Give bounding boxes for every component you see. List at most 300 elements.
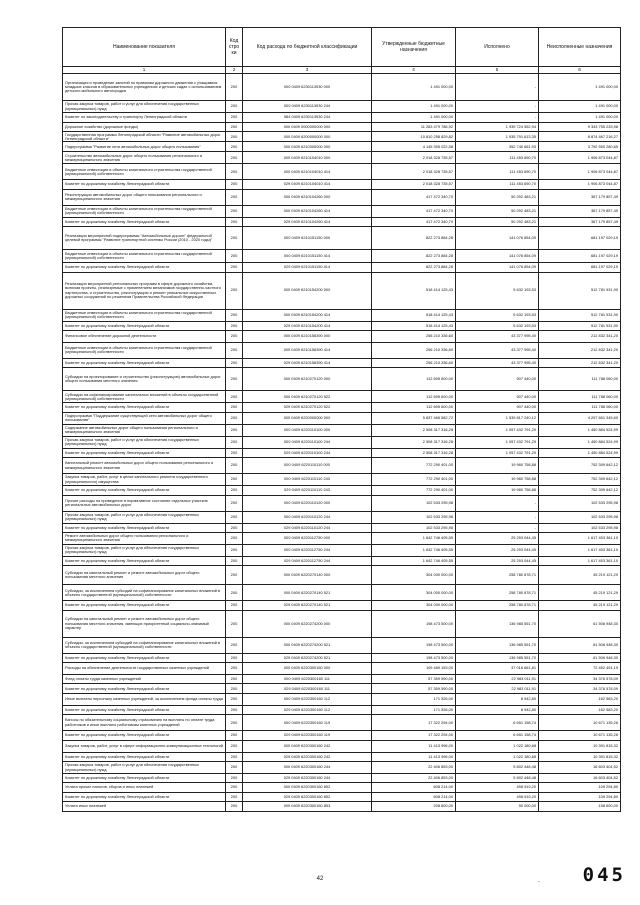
footer-dash: - — [538, 879, 540, 885]
row-code: 200 — [226, 523, 243, 532]
table-row — [63, 792, 621, 801]
row-executed: 6 651 158,74 — [456, 731, 539, 740]
row-unexecuted: 752 309 642,12 — [539, 486, 621, 495]
row-code: 200 — [226, 321, 243, 330]
row-executed: 141 076 854,09 — [456, 227, 539, 250]
table-row — [63, 637, 621, 653]
row-unexecuted: 34 376 578,09 — [539, 684, 621, 693]
row-kbk: 000 0409 6220300160 853 — [243, 802, 372, 811]
row-unexecuted: 102 533 295,98 — [539, 523, 621, 532]
row-unexecuted: 512 781 931,90 — [539, 321, 621, 330]
row-code: 200 — [226, 368, 243, 391]
row-approved: 1 491 000,00 — [372, 74, 456, 101]
row-approved: 256 210 336,60 — [372, 342, 456, 358]
row-approved: 57 359 590,00 — [372, 675, 456, 684]
row-name: Прочая закупка товаров, работ и услуг для обеспечения государственных (муниципальных) нужд — [63, 544, 226, 556]
row-name: Комитет по дорожному хозяйству Ленинградской области — [63, 752, 226, 761]
row-executed: 141 076 854,09 — [456, 263, 539, 272]
row-approved: 198 473 500,00 — [372, 637, 456, 653]
row-code: 200 — [226, 684, 243, 693]
row-name: Содержание автомобильных дорог общего пользования регионального и межмуниципального значения — [63, 424, 226, 436]
row-approved: 256 210 336,60 — [372, 358, 456, 367]
row-executed: - — [456, 523, 539, 532]
row-unexecuted: 212 832 341,20 — [539, 342, 621, 358]
row-approved: 112 695 600,00 — [372, 403, 456, 412]
row-code: 200 — [226, 752, 243, 761]
table-row — [63, 601, 621, 610]
row-executed: 1 539 817 240,12 — [456, 412, 539, 424]
row-code: 200 — [226, 585, 243, 601]
row-code: 200 — [226, 783, 243, 792]
row-name: Дорожное хозяйство (дорожные фонды) — [63, 123, 226, 132]
table-row — [63, 495, 621, 511]
table-row — [63, 802, 621, 811]
row-name: Прочая закупка товаров, работ и услуг для обеспечения государственных (муниципальных) нужд — [63, 511, 226, 523]
row-approved: 417 472 340,70 — [372, 189, 456, 205]
row-code: 200 — [226, 653, 243, 662]
row-approved: 17 322 294,00 — [372, 731, 456, 740]
row-code: 200 — [226, 403, 243, 412]
row-unexecuted: 367 179 857,49 — [539, 217, 621, 226]
row-executed: 43 377 995,40 — [456, 358, 539, 367]
row-approved: 772 290 401,00 — [372, 458, 456, 474]
row-approved: 11 413 996,00 — [372, 740, 456, 752]
row-name: Комитет по дорожному хозяйству Ленинградской области — [63, 217, 226, 226]
row-unexecuted: 212 832 341,20 — [539, 358, 621, 367]
row-kbk: 000 0409 6220300160 119 — [243, 715, 372, 731]
table-row — [63, 132, 621, 142]
row-approved: 608 214,00 — [372, 792, 456, 801]
row-approved: 198 473 500,00 — [372, 653, 456, 662]
row-kbk: 000 0409 6220270140 521 — [243, 585, 372, 601]
row-code: 200 — [226, 495, 243, 511]
row-code: 200 — [226, 152, 243, 164]
row-kbk: 000 0409 6210158390 000 — [243, 330, 372, 342]
row-kbk: 000 0409 6220112750 244 — [243, 544, 372, 556]
row-executed: 25 293 044,45 — [456, 556, 539, 565]
row-approved: 22 406 853,00 — [372, 762, 456, 774]
row-code: 200 — [226, 205, 243, 217]
row-unexecuted: 9 343 755 233,98 — [539, 123, 621, 132]
row-name: Закупка товаров, работ, услуг в целях капитального ремонта государственного (муниципального) имущества — [63, 474, 226, 486]
row-unexecuted: 102 533 295,98 — [539, 495, 621, 511]
row-approved: 2 018 328 735,57 — [372, 164, 456, 180]
row-executed: - — [456, 511, 539, 523]
row-unexecuted: 681 197 029,19 — [539, 250, 621, 263]
row-name: Комитет по дорожному хозяйству Ленинградской области — [63, 792, 226, 801]
table-row — [63, 474, 621, 486]
row-unexecuted: 1 906 873 044,87 — [539, 152, 621, 164]
row-name: Прочая закупка товаров, работ и услуг для обеспечения государственных (муниципальных) нужд — [63, 762, 226, 774]
row-approved: 822 273 884,28 — [372, 250, 456, 263]
header-approved: Утвержденные бюджетные назначения — [372, 28, 456, 67]
row-unexecuted: 61 506 948,30 — [539, 610, 621, 637]
row-executed: 1 939 724 552,94 — [456, 123, 539, 132]
row-unexecuted: 16 603 404,52 — [539, 762, 621, 774]
row-name: Реконструкция автомобильных дорог общего пользования регионального и межмуниципального значения — [63, 189, 226, 205]
table-row — [63, 358, 621, 367]
row-kbk: 029 0409 6210158390 414 — [243, 358, 372, 367]
row-approved: 772 290 401,00 — [372, 474, 456, 486]
row-kbk: 000 0409 6210104010 414 — [243, 164, 372, 180]
row-approved: 4 145 395 022,58 — [372, 142, 456, 152]
sheet-stamp-number: 045 — [582, 864, 626, 886]
table-row — [63, 436, 621, 448]
row-code: 200 — [226, 556, 243, 565]
row-kbk: 000 0409 6210154200 000 — [243, 272, 372, 309]
row-name: Реализация мероприятий подпрограммы "Автомобильные дороги" федеральной целевой программы "Развитие транспортной системы России (2010 - 2020 годы)" — [63, 227, 226, 250]
row-kbk: 000 0409 6220300160 244 — [243, 762, 372, 774]
row-unexecuted: 367 179 857,49 — [539, 189, 621, 205]
row-unexecuted: 61 506 948,30 — [539, 637, 621, 653]
table-row — [63, 403, 621, 412]
row-approved: 102 533 295,98 — [372, 495, 456, 511]
row-unexecuted: 1 491 000,00 — [539, 74, 621, 101]
row-approved: 208 600,00 — [372, 802, 456, 811]
row-approved: 304 000 000,00 — [372, 585, 456, 601]
row-kbk: 029 0409 6220300160 112 — [243, 705, 372, 714]
row-name: Субсидии на софинансирование капитальных вложений в объекты государственной (муниципальной) собственности — [63, 391, 226, 403]
row-name: Бюджетные инвестиции в объекты капитального строительства государственной (муниципальной) собственности — [63, 342, 226, 358]
table-row — [63, 774, 621, 783]
row-code: 200 — [226, 227, 243, 250]
row-name: Капитальный ремонт автомобильных дорог общего пользования регионального и межмуниципального значения — [63, 458, 226, 474]
row-name: Комитет по дорожному хозяйству Ленинградской области — [63, 556, 226, 565]
table-row — [63, 250, 621, 263]
row-unexecuted: 1 450 884 524,99 — [539, 424, 621, 436]
table-row — [63, 556, 621, 565]
row-executed: 111 453 690,70 — [456, 152, 539, 164]
row-code: 200 — [226, 705, 243, 714]
table-row — [63, 113, 621, 123]
row-kbk: 000 0409 6210270120 000 — [243, 368, 372, 391]
row-approved: 17 322 294,00 — [372, 715, 456, 731]
row-approved: 304 000 000,00 — [372, 566, 456, 585]
column-number: 3 — [243, 67, 372, 74]
row-unexecuted: 61 506 948,30 — [539, 653, 621, 662]
row-code: 200 — [226, 342, 243, 358]
row-kbk: 000 0409 6220274200 000 — [243, 610, 372, 637]
row-executed: 907 440,00 — [456, 403, 539, 412]
row-executed: 1 022 180,68 — [456, 752, 539, 761]
row-kbk: 000 0409 6220300160 852 — [243, 783, 372, 792]
row-kbk: 029 0409 6210104260 414 — [243, 217, 372, 226]
row-executed: 50 292 483,21 — [456, 189, 539, 205]
row-kbk: 000 0409 6220270140 000 — [243, 566, 372, 585]
row-name: Фонд оплаты труда казенных учреждений — [63, 675, 226, 684]
row-unexecuted: 1 450 884 524,99 — [539, 436, 621, 448]
row-kbk: 000 0409 6210151150 000 — [243, 227, 372, 250]
row-executed: 19 980 758,88 — [456, 486, 539, 495]
row-name: Комитет по дорожному хозяйству Ленинградской области — [63, 774, 226, 783]
row-kbk: 029 0409 6220110110 243 — [243, 486, 372, 495]
row-code: 200 — [226, 272, 243, 309]
row-kbk: 029 0409 6210104010 414 — [243, 180, 372, 189]
row-kbk: 000 0409 6220110110 000 — [243, 458, 372, 474]
row-kbk: 029 0409 6220270140 521 — [243, 601, 372, 610]
row-name: Комитет по дорожному хозяйству Ленинградской области — [63, 263, 226, 272]
row-code: 200 — [226, 637, 243, 653]
row-name: Подпрограмма "Поддержание существующей сети автомобильных дорог общего пользования" — [63, 412, 226, 424]
row-code: 200 — [226, 180, 243, 189]
table-row — [63, 342, 621, 358]
row-unexecuted: 109 294,80 — [539, 792, 621, 801]
row-name: Комитет по дорожному хозяйству Ленинградской области — [63, 523, 226, 532]
row-executed: 22 983 011,91 — [456, 675, 539, 684]
table-row — [63, 330, 621, 342]
row-kbk: 000 0409 6220274200 521 — [243, 637, 372, 653]
table-row — [63, 486, 621, 495]
row-code: 200 — [226, 142, 243, 152]
table-row — [63, 705, 621, 714]
row-unexecuted: 10 391 815,32 — [539, 740, 621, 752]
row-kbk: 029 0409 6220300160 852 — [243, 792, 372, 801]
row-approved: 518 414 125,43 — [372, 321, 456, 330]
header-name: Наименование показателя — [63, 28, 226, 67]
row-code: 200 — [226, 792, 243, 801]
row-unexecuted: 512 781 931,90 — [539, 272, 621, 309]
table-row — [63, 321, 621, 330]
header-executed: Исполнено — [456, 28, 539, 67]
row-executed: 498 919,20 — [456, 783, 539, 792]
header-kbk: Код расхода по бюджетной классификации — [243, 28, 372, 67]
row-kbk: 000 0409 6230113930 000 — [243, 74, 372, 101]
row-executed: - — [456, 495, 539, 511]
row-unexecuted: 1 906 873 044,87 — [539, 180, 621, 189]
row-unexecuted: 45 219 121,29 — [539, 601, 621, 610]
row-code: 200 — [226, 458, 243, 474]
row-approved: 1 642 746 405,55 — [372, 532, 456, 544]
row-approved: 518 414 125,43 — [372, 272, 456, 309]
row-unexecuted: 752 309 642,12 — [539, 474, 621, 486]
row-unexecuted: 1 906 873 044,87 — [539, 164, 621, 180]
budget-execution-table — [62, 27, 621, 812]
row-name: Ремонт автомобильных дорог общего пользования регионального и межмуниципального значения — [63, 532, 226, 544]
table-row — [63, 663, 621, 675]
column-number-row — [63, 67, 621, 74]
row-name: Прочие расходы на приведение в нормативное состояние отдельных участков региональных автомобильных дорог — [63, 495, 226, 511]
row-name: Бюджетные инвестиции в объекты капитального строительства государственной (муниципальной) собственности — [63, 309, 226, 321]
table-row — [63, 189, 621, 205]
table-row — [63, 412, 621, 424]
row-kbk: 000 0409 6220000000 000 — [243, 412, 372, 424]
row-approved: 608 214,00 — [372, 783, 456, 792]
row-name: Комитет по законодательству и транспорту Ленинградской области — [63, 113, 226, 123]
row-executed: 22 983 011,91 — [456, 684, 539, 693]
row-kbk: 029 0409 6210270120 522 — [243, 403, 372, 412]
row-approved: 1 491 000,00 — [372, 113, 456, 123]
table-row — [63, 532, 621, 544]
row-approved: 5 837 466 582,72 — [372, 412, 456, 424]
row-executed: 1 057 432 791,29 — [456, 448, 539, 457]
table-row — [63, 101, 621, 113]
row-executed: 258 780 878,71 — [456, 566, 539, 585]
row-name: Комитет по дорожному хозяйству Ленинградской области — [63, 653, 226, 662]
row-unexecuted: 109 294,80 — [539, 783, 621, 792]
row-name: Подпрограмма "Развитие сети автомобильных дорог общего пользования" — [63, 142, 226, 152]
row-executed: 141 076 854,09 — [456, 250, 539, 263]
row-kbk: 029 0409 6210154200 414 — [243, 321, 372, 330]
row-approved: 11 413 996,00 — [372, 752, 456, 761]
row-executed: 111 453 690,70 — [456, 164, 539, 180]
table-row — [63, 752, 621, 761]
row-name: Расходы на обеспечение деятельности государственных казенных учреждений — [63, 663, 226, 675]
row-unexecuted: 752 309 642,12 — [539, 458, 621, 474]
row-kbk: 029 0409 6220300160 244 — [243, 774, 372, 783]
table-row — [63, 391, 621, 403]
row-kbk: 000 0409 6210104260 414 — [243, 205, 372, 217]
row-code: 200 — [226, 436, 243, 448]
row-name: Уплата прочих налогов, сборов и иных платежей — [63, 783, 226, 792]
row-executed: 1 057 432 791,29 — [456, 424, 539, 436]
row-executed: 5 632 193,53 — [456, 309, 539, 321]
row-code: 200 — [226, 263, 243, 272]
row-kbk: 029 0409 6220274200 521 — [243, 653, 372, 662]
row-unexecuted: 111 788 060,00 — [539, 403, 621, 412]
row-approved: 2 508 317 316,28 — [372, 436, 456, 448]
row-code: 200 — [226, 330, 243, 342]
row-kbk: 029 0409 6210151150 414 — [243, 263, 372, 272]
row-code: 200 — [226, 693, 243, 705]
column-number: 2 — [226, 67, 243, 74]
row-code: 200 — [226, 544, 243, 556]
row-code: 200 — [226, 448, 243, 457]
row-kbk: 029 0409 6220110120 244 — [243, 523, 372, 532]
table-row — [63, 74, 621, 101]
table-row — [63, 152, 621, 164]
table-row — [63, 205, 621, 217]
row-executed: 258 780 878,71 — [456, 585, 539, 601]
row-executed: 907 440,00 — [456, 391, 539, 403]
page-number: 42 — [316, 876, 324, 882]
row-unexecuted: 158 600,00 — [539, 802, 621, 811]
row-name: Субсидии на капитальный ремонт и ремонт автомобильных дорог общего пользования местного значения — [63, 566, 226, 585]
row-code: 200 — [226, 132, 243, 142]
row-executed: 1 057 432 791,29 — [456, 436, 539, 448]
row-kbk: 984 0409 6230113930 244 — [243, 113, 372, 123]
row-executed: 43 377 995,40 — [456, 330, 539, 342]
row-code: 200 — [226, 566, 243, 585]
row-kbk: 000 0409 6220300160 242 — [243, 740, 372, 752]
row-name: Прочая закупка товаров, работ и услуг для обеспечения государственных (муниципальных) нужд — [63, 101, 226, 113]
row-kbk: 000 0409 6220110100 244 — [243, 436, 372, 448]
row-unexecuted: 1 617 453 361,10 — [539, 556, 621, 565]
row-executed: - — [456, 113, 539, 123]
row-name: Комитет по дорожному хозяйству Ленинградской области — [63, 731, 226, 740]
table-row — [63, 715, 621, 731]
table-row — [63, 684, 621, 693]
row-executed: 136 985 551,70 — [456, 637, 539, 653]
row-name: Комитет по дорожному хозяйству Ленинградской области — [63, 448, 226, 457]
row-code: 200 — [226, 164, 243, 180]
row-kbk: 000 0409 6210000000 000 — [243, 142, 372, 152]
row-approved: 518 414 125,43 — [372, 309, 456, 321]
row-name: Уплата иных платежей — [63, 802, 226, 811]
row-name: Субсидии на проектирование и строительство (реконструкцию) автомобильных дорог общего пользования местного значения — [63, 368, 226, 391]
row-executed: 136 985 551,70 — [456, 610, 539, 637]
row-executed: - — [456, 101, 539, 113]
row-kbk: 029 0409 6220112750 244 — [243, 556, 372, 565]
table-row — [63, 123, 621, 132]
row-unexecuted: 1 450 884 524,99 — [539, 448, 621, 457]
row-code: 200 — [226, 511, 243, 523]
row-executed: 37 016 661,81 — [456, 663, 539, 675]
row-executed: 8 942,80 — [456, 693, 539, 705]
row-executed: 50 292 483,21 — [456, 217, 539, 226]
row-name: Бюджетные инвестиции в объекты капитального строительства государственной (муниципальной) собственности — [63, 205, 226, 217]
row-kbk: 000 0409 6220110110 243 — [243, 474, 372, 486]
row-code: 200 — [226, 601, 243, 610]
row-executed: 352 740 661,93 — [456, 142, 539, 152]
table-row — [63, 566, 621, 585]
row-approved: 1 642 746 405,55 — [372, 556, 456, 565]
row-name: Комитет по дорожному хозяйству Ленинградской области — [63, 684, 226, 693]
row-code: 200 — [226, 610, 243, 637]
row-name: Комитет по дорожному хозяйству Ленинградской области — [63, 705, 226, 714]
row-code: 200 — [226, 715, 243, 731]
row-executed: 50 000,00 — [456, 802, 539, 811]
row-kbk: 000 0409 6220300160 000 — [243, 663, 372, 675]
table-row — [63, 511, 621, 523]
row-name: Иные выплаты персоналу казенных учреждений, за исключением фонда оплаты труда — [63, 693, 226, 705]
row-approved: 102 533 295,98 — [372, 523, 456, 532]
row-executed: 111 453 690,70 — [456, 180, 539, 189]
table-row — [63, 544, 621, 556]
row-approved: 10 810 258 829,82 — [372, 132, 456, 142]
header-code: Код стро ки — [226, 28, 243, 67]
row-name: Строительство автомобильных дорог общего пользования регионального и межмуниципального значения — [63, 152, 226, 164]
row-executed: 19 980 758,88 — [456, 474, 539, 486]
row-code: 200 — [226, 532, 243, 544]
table-row — [63, 368, 621, 391]
row-kbk: 029 0409 6220300160 119 — [243, 731, 372, 740]
row-code: 200 — [226, 358, 243, 367]
row-executed: 8 942,80 — [456, 705, 539, 714]
row-unexecuted: 3 792 550 280,65 — [539, 142, 621, 152]
row-approved: 822 273 884,28 — [372, 227, 456, 250]
row-kbk: 000 0409 6220112750 000 — [243, 532, 372, 544]
row-code: 200 — [226, 101, 243, 113]
row-approved: 171 526,00 — [372, 693, 456, 705]
table-row — [63, 783, 621, 792]
row-approved: 171 526,00 — [372, 705, 456, 714]
row-name: Прочая закупка товаров, работ и услуг для обеспечения государственных (муниципальных) нужд — [63, 436, 226, 448]
row-approved: 102 533 295,98 — [372, 511, 456, 523]
row-approved: 2 018 328 735,57 — [372, 152, 456, 164]
row-approved: 22 406 853,00 — [372, 774, 456, 783]
row-kbk: 000 0409 6210158390 414 — [243, 342, 372, 358]
row-name: Субсидии, за исключением субсидий на софинансирование капитальных вложений в объекты государственной (муниципальной) собственности — [63, 585, 226, 601]
row-executed: 1 022 180,68 — [456, 740, 539, 752]
row-code: 200 — [226, 113, 243, 123]
row-code: 200 — [226, 731, 243, 740]
row-name: Закупка товаров, работ, услуг в сфере информационно-коммуникационных технологий — [63, 740, 226, 752]
header-unexecuted: Неисполненные назначения — [539, 28, 621, 67]
row-kbk: 029 0409 6220300160 242 — [243, 752, 372, 761]
row-executed: 498 919,20 — [456, 792, 539, 801]
row-unexecuted: 1 491 000,00 — [539, 101, 621, 113]
row-executed: 6 651 158,74 — [456, 715, 539, 731]
row-executed: 1 935 791 613,35 — [456, 132, 539, 142]
row-executed: 907 440,00 — [456, 368, 539, 391]
row-code: 200 — [226, 391, 243, 403]
row-unexecuted: 45 219 121,29 — [539, 585, 621, 601]
row-approved: 57 359 590,00 — [372, 684, 456, 693]
row-approved: 198 473 500,00 — [372, 610, 456, 637]
table-row — [63, 458, 621, 474]
row-executed: 258 780 878,71 — [456, 601, 539, 610]
row-name: Комитет по дорожному хозяйству Ленинградской области — [63, 321, 226, 330]
